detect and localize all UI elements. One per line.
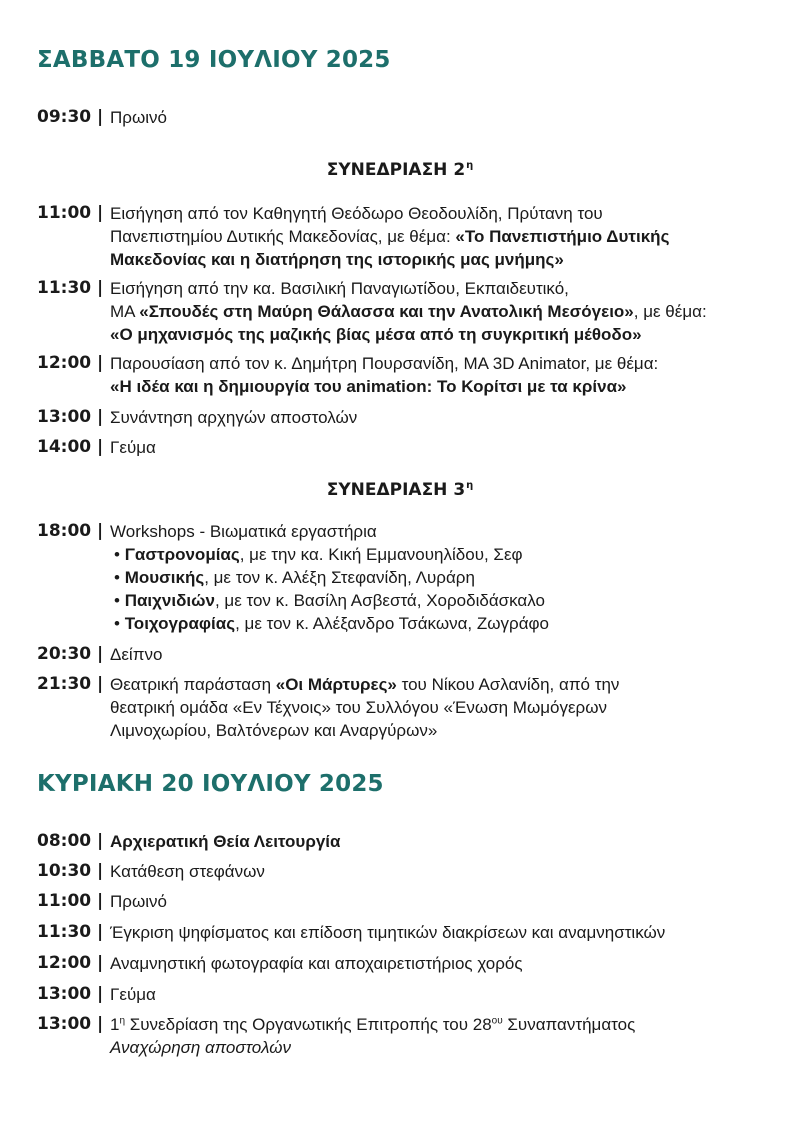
entry-time: 08:00 |: [37, 831, 104, 851]
workshop-item: [110, 589, 549, 612]
entry-text: Πρωινό: [110, 892, 167, 911]
entry-time: 11:30 |: [37, 922, 104, 942]
entry-time: 11:00 |: [37, 203, 104, 223]
day-heading-sunday: ΚΥΡΙΑΚΗ 20 ΙΟΥΛΙΟΥ 2025: [37, 771, 384, 797]
workshop-item: [110, 612, 549, 635]
workshop-host: , με τον κ. Αλέξη Στεφανίδη, Λυράρη: [204, 568, 475, 587]
entry-text: [110, 1013, 635, 1059]
entry-line: [110, 225, 669, 248]
bullet-icon: •: [114, 591, 125, 610]
entry-topic: Μακεδονίας και η διατήρηση της ιστορικής μας μνήμης»: [110, 250, 564, 269]
entry-line: [110, 300, 707, 323]
workshop-name: Γαστρονομίας: [124, 545, 240, 564]
entry-text: [110, 673, 619, 742]
session-ordinal: η: [466, 480, 474, 492]
entry-line-part: 1: [110, 1015, 120, 1034]
entry-line-part: Πανεπιστημίου Δυτικής Μακεδονίας, με θέμα:: [110, 227, 456, 246]
session-label: ΣΥΝΕΔΡΙΑΣΗ 2: [326, 160, 466, 180]
workshop-name: Τοιχογραφίας: [124, 614, 236, 633]
entry-time: 10:30 |: [37, 861, 104, 881]
entry-topic: «Το Πανεπιστήμιο Δυτικής: [455, 227, 670, 246]
entry-line-part: , με θέμα:: [633, 302, 707, 321]
workshop-host: , με τον κ. Βασίλη Ασβεστά, Χοροδιδάσκαλο: [214, 591, 545, 610]
entry-time: 18:00 |: [37, 521, 104, 541]
session-ordinal: η: [466, 160, 474, 172]
bullet-icon: •: [114, 614, 125, 633]
entry-line: Workshops - Βιωματικά εργαστήρια: [110, 522, 377, 541]
entry-line-part: Θεατρική παράσταση: [110, 675, 276, 694]
entry-text: [110, 352, 658, 398]
entry-text: [110, 277, 707, 346]
entry-text: Δείπνο: [110, 645, 163, 664]
workshop-host: , με την κα. Κική Εμμανουηλίδου, Σεφ: [239, 545, 523, 564]
entry-departure: Αναχώρηση αποστολών: [110, 1038, 292, 1057]
session-heading-3: [0, 480, 800, 500]
entry-line: Εισήγηση από τον Καθηγητή Θεόδωρο Θεοδουλίδη, Πρύτανη του: [110, 204, 603, 223]
entry-time: 20:30 |: [37, 644, 104, 664]
entry-time: 13:00 |: [37, 407, 104, 427]
entry-topic: «Ο μηχανισμός της μαζικής βίας μέσα από τη συγκριτική μέθοδο»: [110, 325, 642, 344]
entry-line: [110, 1013, 635, 1036]
entry-time: 13:00 |: [37, 984, 104, 1004]
entry-text: Γεύμα: [110, 985, 156, 1004]
entry-line: Λιμνοχωρίου, Βαλτόνερων και Αναργύρων»: [110, 721, 438, 740]
entry-play-title: «Οι Μάρτυρες»: [275, 675, 397, 694]
day-heading-saturday: ΣΑΒΒΑΤΟ 19 ΙΟΥΛΙΟΥ 2025: [37, 47, 391, 73]
entry-line-part: Συναπαντήματος: [502, 1015, 636, 1034]
workshop-name: Μουσικής: [124, 568, 205, 587]
entry-text: Αρχιερατική Θεία Λειτουργία: [110, 832, 341, 851]
entry-line-part: MA: [110, 302, 140, 321]
session-heading-2: [0, 160, 800, 180]
entry-line-part: του Νίκου Ασλανίδη, από την: [396, 675, 620, 694]
workshop-item: [110, 566, 549, 589]
entry-time: 12:00 |: [37, 953, 104, 973]
entry-line-part: Συνεδρίαση της Οργανωτικής Επιτροπής του 28: [125, 1015, 492, 1034]
entry-text: [110, 520, 549, 635]
entry-time: 14:00 |: [37, 437, 104, 457]
workshop-host: , με τον κ. Αλέξανδρο Τσάκωνα, Ζωγράφο: [235, 614, 549, 633]
entry-line: Εισήγηση από την κα. Βασιλική Παναγιωτίδου, Εκπαιδευτικό,: [110, 279, 569, 298]
entry-topic: «Η ιδέα και η δημιουργία του animation: Το Κορίτσι με τα κρίνα»: [110, 377, 627, 396]
ordinal-suffix: ου: [491, 1015, 503, 1027]
entry-line: Παρουσίαση από τον κ. Δημήτρη Πουρσανίδη, MA 3D Animator, με θέμα:: [110, 354, 659, 373]
entry-line: [110, 673, 619, 696]
entry-time: 13:00 |: [37, 1014, 104, 1034]
workshop-item: [110, 543, 549, 566]
entry-line: θεατρική ομάδα «Εν Τέχνοις» του Συλλόγου «Ένωση Μωμόγερων: [110, 698, 607, 717]
entry-text: Έγκριση ψηφίσματος και επίδοση τιμητικών διακρίσεων και αναμνηστικών: [110, 923, 666, 942]
entry-time: 11:30 |: [37, 278, 104, 298]
entry-text: Συνάντηση αρχηγών αποστολών: [110, 408, 358, 427]
entry-text: [110, 202, 669, 271]
entry-time: 12:00 |: [37, 353, 104, 373]
session-label: ΣΥΝΕΔΡΙΑΣΗ 3: [326, 480, 466, 500]
entry-text: Γεύμα: [110, 438, 156, 457]
entry-time: 21:30 |: [37, 674, 104, 694]
workshop-name: Παιχνιδιών: [124, 591, 215, 610]
entry-text: Κατάθεση στεφάνων: [110, 862, 265, 881]
entry-text: Αναμνηστική φωτογραφία και αποχαιρετιστήριος χορός: [110, 954, 523, 973]
bullet-icon: •: [114, 568, 125, 587]
entry-text: Πρωινό: [110, 108, 167, 127]
bullet-icon: •: [114, 545, 125, 564]
entry-time: 11:00 |: [37, 891, 104, 911]
ordinal-suffix: η: [119, 1015, 126, 1027]
entry-program-name: «Σπουδές στη Μαύρη Θάλασσα και την Ανατολική Μεσόγειο»: [139, 302, 634, 321]
entry-time: 09:30 |: [37, 107, 104, 127]
